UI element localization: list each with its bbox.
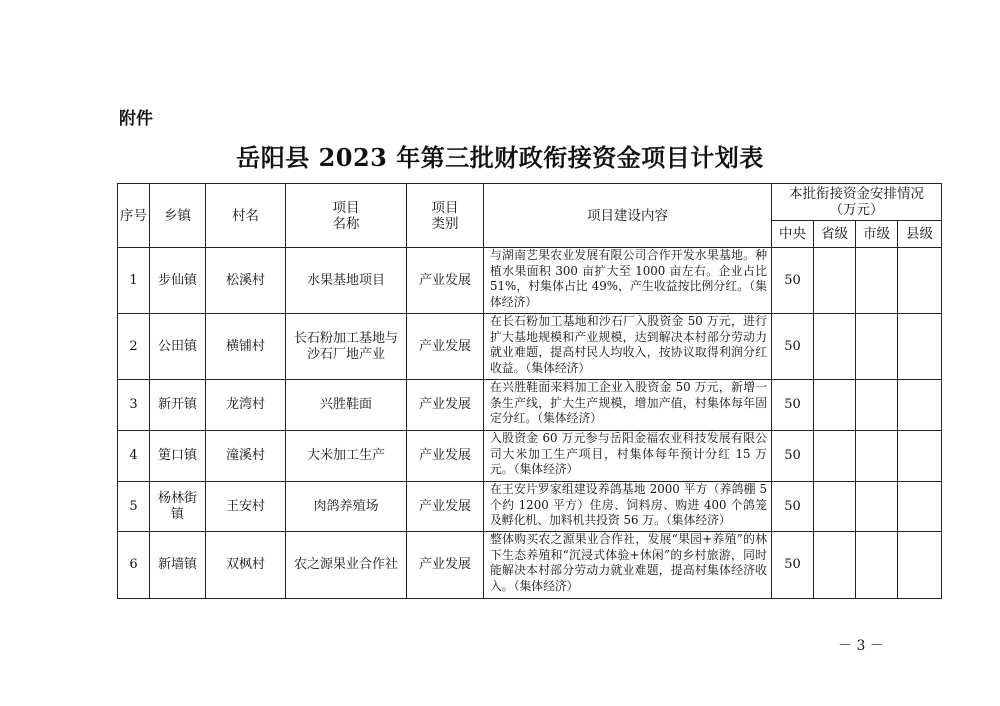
cell-village: 王安村: [206, 482, 286, 532]
cell-village: 横铺村: [206, 314, 286, 380]
cell-content: 在王安片罗家组建设养鸽基地 2000 平方（养鸽棚 5 个约 1200 平方）住房、饲料房、购进 400 个鸽笼及孵化机、加料机共投资 56 万。（集体经济）: [484, 482, 772, 532]
cell-town: 新墙镇: [150, 532, 206, 599]
cell-seq: 4: [118, 431, 150, 482]
cell-county: [898, 248, 942, 314]
cell-seq: 6: [118, 532, 150, 599]
cell-seq: 2: [118, 314, 150, 380]
cell-town: 公田镇: [150, 314, 206, 380]
cell-project-name: 兴胜鞋面: [286, 380, 407, 431]
cell-municipal: [856, 380, 898, 431]
cell-county: [898, 380, 942, 431]
cell-central: 50: [772, 314, 814, 380]
cell-project-type: 产业发展: [407, 314, 484, 380]
cell-town: 步仙镇: [150, 248, 206, 314]
header-municipal: 市级: [856, 221, 898, 248]
cell-content: 整体购买农之源果业合作社，发展“果园+养殖”的林下生态养殖和“沉浸式体验+休闲”的乡村旅游，同时能解决本村部分劳动力就业难题，提高村集体经济收入。（集体经济）: [484, 532, 772, 599]
cell-project-type: 产业发展: [407, 380, 484, 431]
cell-content: 入股资金 60 万元参与岳阳金福农业科技发展有限公司大米加工生产项目，村集体每年预计分红 15 万元。（集体经济）: [484, 431, 772, 482]
cell-central: 50: [772, 248, 814, 314]
page-number: － 3 －: [838, 638, 884, 654]
cell-central: 50: [772, 482, 814, 532]
cell-provincial: [814, 380, 856, 431]
cell-content: 在长石粉加工基地和沙石厂入股资金 50 万元，进行扩大基地规模和产业规模，达到解决本村部分劳动力就业难题，提高村民人均收入，按协议取得利润分红收益。（集体经济）: [484, 314, 772, 380]
cell-central: 50: [772, 532, 814, 599]
cell-project-name: 农之源果业合作社: [286, 532, 407, 599]
cell-village: 龙湾村: [206, 380, 286, 431]
cell-project-type: 产业发展: [407, 431, 484, 482]
header-central: 中央: [772, 221, 814, 248]
cell-county: [898, 314, 942, 380]
header-content: 项目建设内容: [484, 184, 772, 248]
cell-village: 潼溪村: [206, 431, 286, 482]
cell-county: [898, 431, 942, 482]
table-row: [118, 248, 942, 314]
cell-county: [898, 482, 942, 532]
cell-town: 新开镇: [150, 380, 206, 431]
cell-municipal: [856, 482, 898, 532]
cell-municipal: [856, 314, 898, 380]
cell-seq: 3: [118, 380, 150, 431]
header-town: 乡镇: [150, 184, 206, 248]
project-plan-table: [117, 183, 942, 599]
cell-project-name: 水果基地项目: [286, 248, 407, 314]
attachment-label: 附件: [119, 109, 153, 129]
cell-project-name: 肉鸽养殖场: [286, 482, 407, 532]
cell-provincial: [814, 314, 856, 380]
cell-provincial: [814, 431, 856, 482]
cell-village: 双枫村: [206, 532, 286, 599]
cell-project-type: 产业发展: [407, 482, 484, 532]
cell-project-name: 大米加工生产: [286, 431, 407, 482]
cell-central: 50: [772, 431, 814, 482]
table-row: [118, 314, 942, 380]
header-fund-group: 本批衔接资金安排情况 （万元）: [772, 184, 942, 221]
header-project-name: 项目 名称: [286, 184, 407, 248]
cell-project-type: 产业发展: [407, 532, 484, 599]
cell-town: 筻口镇: [150, 431, 206, 482]
header-seq: 序号: [118, 184, 150, 248]
header-county: 县级: [898, 221, 942, 248]
table-row: [118, 532, 942, 599]
document-title: 岳阳县 2023 年第三批财政衔接资金项目计划表: [236, 143, 764, 172]
header-village: 村名: [206, 184, 286, 248]
cell-content: 与湖南艺果农业发展有限公司合作开发水果基地。种植水果面积 300 亩扩大至 1000 亩左右。企业占比 51%，村集体占比 49%，产生收益按比例分红。（集体经济）: [484, 248, 772, 314]
cell-central: 50: [772, 380, 814, 431]
table-row: [118, 431, 942, 482]
cell-municipal: [856, 431, 898, 482]
cell-village: 松溪村: [206, 248, 286, 314]
cell-content: 在兴胜鞋面来料加工企业入股资金 50 万元，新增一条生产线，扩大生产规模，增加产值，村集体每年固定分红。（集体经济）: [484, 380, 772, 431]
header-provincial: 省级: [814, 221, 856, 248]
cell-county: [898, 532, 942, 599]
cell-project-name: 长石粉加工基地与沙石厂地产业: [286, 314, 407, 380]
cell-seq: 5: [118, 482, 150, 532]
cell-municipal: [856, 248, 898, 314]
table-row: [118, 482, 942, 532]
table-row: [118, 380, 942, 431]
cell-town: 杨林街镇: [150, 482, 206, 532]
header-project-type: 项目 类别: [407, 184, 484, 248]
cell-municipal: [856, 532, 898, 599]
cell-seq: 1: [118, 248, 150, 314]
cell-provincial: [814, 482, 856, 532]
cell-project-type: 产业发展: [407, 248, 484, 314]
cell-provincial: [814, 248, 856, 314]
cell-provincial: [814, 532, 856, 599]
